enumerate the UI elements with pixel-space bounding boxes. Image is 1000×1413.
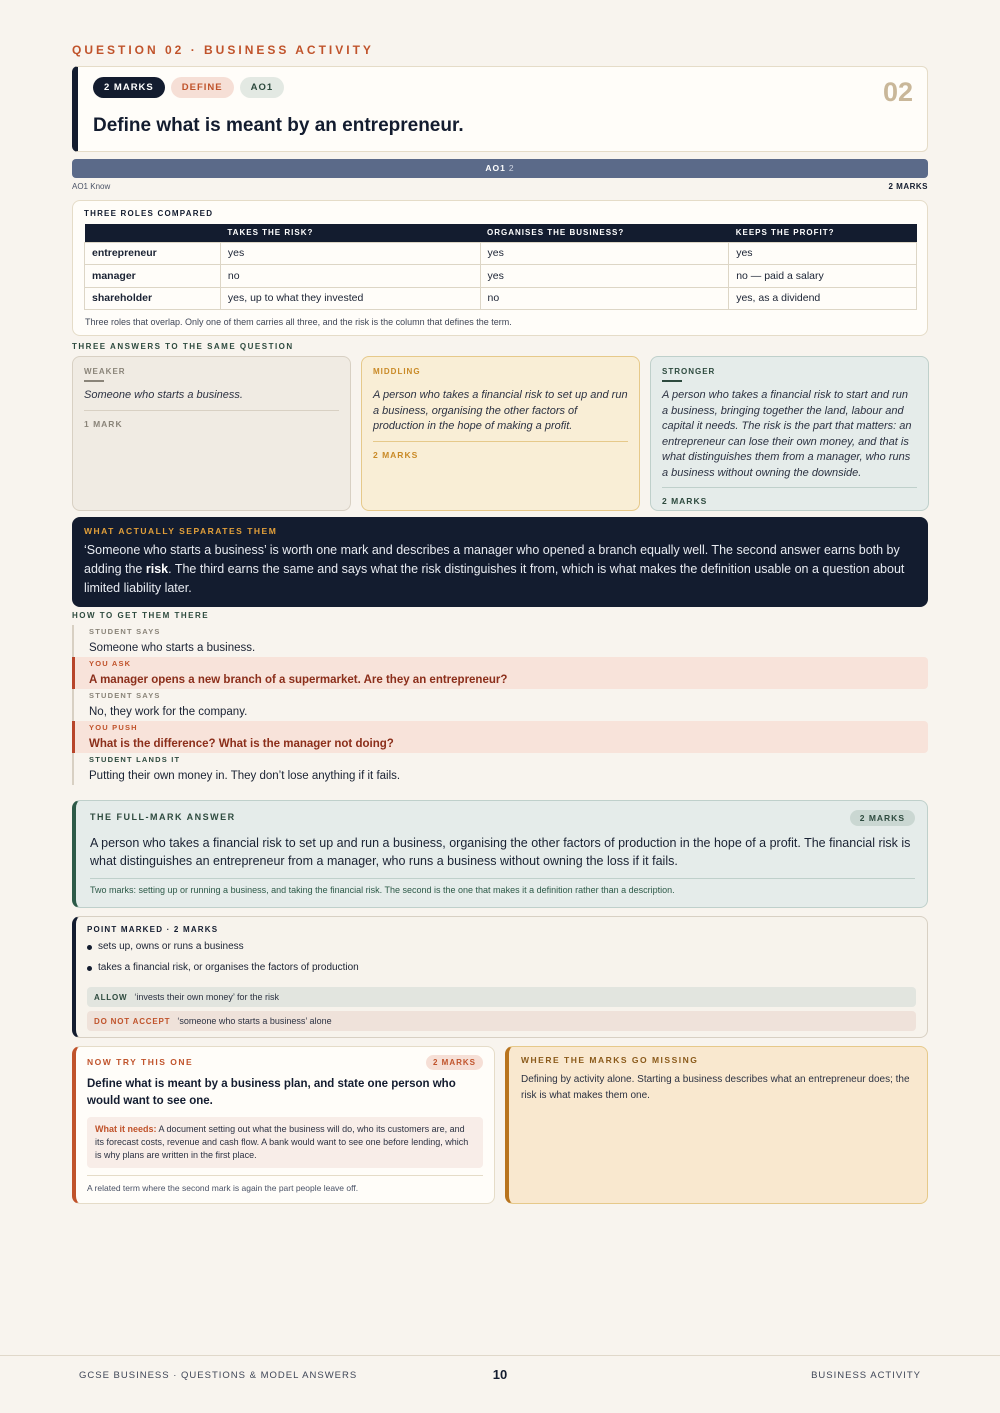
level-dash <box>84 380 104 382</box>
try-needs <box>87 1117 483 1168</box>
answers-section-label: THREE ANSWERS TO THE SAME QUESTION <box>72 342 294 351</box>
try-footnote: A related term where the second mark is again the part people leave off. <box>87 1175 483 1193</box>
ao-bar-label: AO1 <box>485 163 506 173</box>
mark-scheme-points <box>87 941 916 983</box>
question-chips <box>93 77 284 98</box>
deny-text: ‘someone who starts a business’ alone <box>177 1016 332 1026</box>
footer-left: GCSE BUSINESS · QUESTIONS & MODEL ANSWERS <box>79 1370 358 1381</box>
list-item: takes a financial risk, or organises the factors of production <box>87 962 916 983</box>
page-footer <box>0 1355 1000 1413</box>
needs-text: A document setting out what the business will do, who its customers are, and its forecast costs, revenue and cash flow. A bank would want to see one before lending, which is why plans are written in the first place. <box>95 1124 469 1160</box>
table-cell: no <box>480 287 729 310</box>
turn-speaker: STUDENT LANDS IT <box>89 755 181 764</box>
try-title: NOW TRY THIS ONE <box>87 1057 194 1067</box>
question-header: QUESTION 02 · BUSINESS ACTIVITY <box>72 43 374 57</box>
roles-header-cell: KEEPS THE PROFIT? <box>729 224 917 242</box>
level-dash <box>373 380 393 382</box>
middling-answer-card <box>361 356 640 511</box>
table-row <box>85 242 917 265</box>
turn-text: No, they work for the company. <box>89 706 248 718</box>
table-cell: yes <box>480 242 729 265</box>
ao-chip: AO1 <box>240 77 285 98</box>
ao-caption-left: AO1 Know <box>72 182 111 191</box>
allow-text: ‘invests their own money’ for the risk <box>134 992 280 1002</box>
separates-bold: risk <box>145 562 169 576</box>
table-cell: yes, up to what they invested <box>220 287 480 310</box>
weaker-level: WEAKER <box>84 367 126 376</box>
roles-table <box>84 224 917 310</box>
role-name: entrepreneur <box>85 242 221 265</box>
separates-body <box>84 541 916 598</box>
missing-text: Defining by activity alone. Starting a business describes what an entrepreneur does; the risk is what makes them one. <box>521 1074 910 1101</box>
roles-header-row <box>85 224 917 242</box>
turn-text: Putting their own money in. They don’t lose anything if it fails. <box>89 770 401 782</box>
turn-speaker: YOU ASK <box>89 659 132 668</box>
try-badge: 2 MARKS <box>426 1055 483 1070</box>
separates-panel <box>72 517 928 607</box>
middling-marks: 2 MARKS <box>373 449 419 460</box>
marks-chip: 2 MARKS <box>93 77 165 98</box>
turn-speaker: STUDENT SAYS <box>89 627 161 636</box>
mark-scheme-card <box>72 916 928 1038</box>
roles-header-cell <box>85 224 221 242</box>
turn-text: What is the difference? What is the manager not doing? <box>89 738 394 750</box>
command-word-chip: DEFINE <box>171 77 234 98</box>
stronger-answer-text: A person who takes a financial risk to start and run a business, bringing together the land, labour and capital it needs. The risk is the part that matters: an entrepreneur can lose their own money, and that is what distinguishes them from a manager, who runs a business without owning the downside. <box>662 388 917 488</box>
roles-comparison-card <box>72 200 928 336</box>
role-name: manager <box>85 265 221 288</box>
question-number: 02 <box>882 77 913 107</box>
table-row <box>85 287 917 310</box>
full-mark-title: THE FULL-MARK ANSWER <box>90 812 236 822</box>
page-number: 10 <box>492 1367 508 1382</box>
dialogue <box>72 625 928 785</box>
mark-scheme-title: POINT MARKED · 2 MARKS <box>87 925 219 934</box>
allow-rule <box>87 987 916 1007</box>
table-cell: yes <box>220 242 480 265</box>
weaker-answer-text: Someone who starts a business. <box>84 388 339 411</box>
deny-key: DO NOT ACCEPT <box>94 1017 171 1026</box>
separates-title: WHAT ACTUALLY SEPARATES THEM <box>84 526 278 536</box>
teacher-turn <box>72 721 928 753</box>
footer-right: BUSINESS ACTIVITY <box>811 1370 921 1381</box>
table-cell: no — paid a salary <box>729 265 917 288</box>
full-mark-answer-card <box>72 800 928 908</box>
dialogue-section-label: HOW TO GET THEM THERE <box>72 611 210 620</box>
try-this-card <box>72 1046 495 1204</box>
needs-key: What it needs: <box>95 1124 157 1134</box>
level-dash <box>662 380 682 382</box>
student-turn <box>72 625 928 657</box>
table-row <box>85 265 917 288</box>
question-text: Define what is meant by an entrepreneur. <box>93 115 464 136</box>
ao-bar <box>72 159 928 178</box>
question-card <box>72 66 928 152</box>
full-mark-badge: 2 MARKS <box>850 810 915 826</box>
roles-title: THREE ROLES COMPARED <box>84 209 214 218</box>
table-cell: yes <box>480 265 729 288</box>
full-mark-note: Two marks: setting up or running a business, and taking the financial risk. The second is the one that makes it a definition rather than a description. <box>90 878 915 895</box>
turn-speaker: YOU PUSH <box>89 723 138 732</box>
middling-answer-text: A person who takes a financial risk to set up and run a business, organising the other factors of production in the hope of making a profit. <box>373 388 628 442</box>
stronger-marks: 2 MARKS <box>662 496 708 506</box>
stronger-answer-card <box>650 356 929 511</box>
marks-missing-card <box>505 1046 928 1204</box>
turn-text: Someone who starts a business. <box>89 642 256 654</box>
teacher-turn <box>72 657 928 689</box>
table-cell: yes, as a dividend <box>729 287 917 310</box>
full-mark-text: A person who takes a financial risk to set up and run a business, organising the other factors of production in the hope of a profit. The financial risk is what distinguishes an entrepreneur from a manager, who runs a business without owning the loss if it fails. <box>90 836 911 868</box>
table-cell: yes <box>729 242 917 265</box>
student-turn <box>72 753 928 785</box>
list-item: sets up, owns or runs a business <box>87 941 916 962</box>
stronger-level: STRONGER <box>662 367 716 376</box>
roles-caption: Three roles that overlap. Only one of them carries all three, and the risk is the column that defines the term. <box>85 317 512 327</box>
middling-level: MIDDLING <box>373 367 421 376</box>
role-name: shareholder <box>85 287 221 310</box>
separates-text-1: ‘Someone who starts a business’ is worth one mark and describes a manager who opened a branch equally well. The second answer earns both by adding the <box>84 543 900 576</box>
weaker-answer-card <box>72 356 351 511</box>
turn-text: A manager opens a new branch of a supermarket. Are they an entrepreneur? <box>89 674 508 686</box>
separates-text-2: . The third earns the same and says what the risk distinguishes it from, which is what makes the definition usable on a question about limited liability later. <box>84 562 905 595</box>
turn-speaker: STUDENT SAYS <box>89 691 161 700</box>
deny-rule <box>87 1011 916 1031</box>
ao-caption-right: 2 MARKS <box>888 182 928 191</box>
ao-bar-value: 2 <box>508 163 515 173</box>
roles-header-cell: TAKES THE RISK? <box>220 224 480 242</box>
student-turn <box>72 689 928 721</box>
missing-title: WHERE THE MARKS GO MISSING <box>521 1055 699 1065</box>
roles-header-cell: ORGANISES THE BUSINESS? <box>480 224 729 242</box>
allow-key: ALLOW <box>94 993 128 1002</box>
weaker-marks: 1 MARK <box>84 418 123 429</box>
table-cell: no <box>220 265 480 288</box>
try-question: Define what is meant by a business plan, and state one person who would want to see one. <box>87 1078 456 1107</box>
